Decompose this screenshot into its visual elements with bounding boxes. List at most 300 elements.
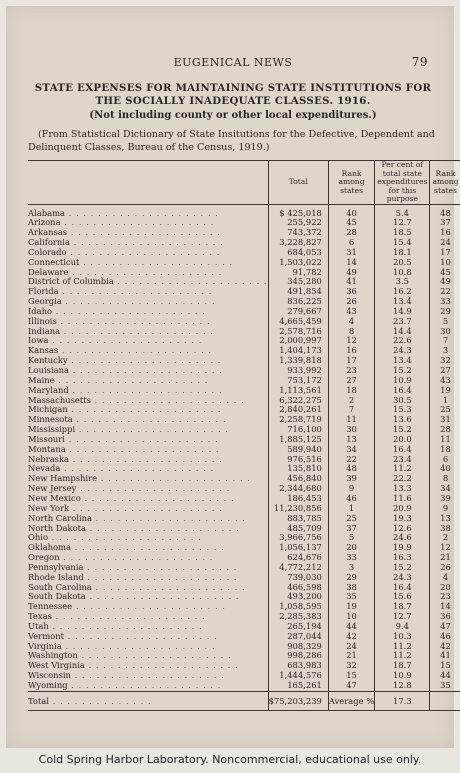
leader-dots: . . . . . . . . . . . . . . . . . . . . .	[83, 562, 238, 572]
total-expense: 279,667	[268, 307, 328, 317]
total-expense: 135,810	[268, 464, 328, 474]
expense-rank: 22	[328, 455, 374, 465]
state-name	[28, 514, 268, 524]
total-expense: 908,329	[268, 642, 328, 652]
percent-of-expenditures: 11.6	[375, 494, 430, 504]
expense-rank: 6	[328, 238, 374, 248]
leader-dots: . . . . . . . . . . . . . . . . . . . . .	[69, 454, 223, 464]
percent-rank: 26	[430, 563, 460, 573]
expense-rank: 43	[328, 307, 374, 317]
expense-rank: 41	[328, 277, 374, 287]
state-name	[28, 543, 268, 553]
state-name	[28, 592, 268, 602]
percent-of-expenditures: 15.3	[375, 405, 430, 415]
percent-of-expenditures: 13.3	[375, 484, 430, 494]
percent-rank: 41	[430, 651, 460, 661]
expense-rank: 30	[328, 425, 374, 435]
page-content	[28, 6, 459, 748]
percent-of-expenditures: 16.4	[375, 583, 430, 593]
expense-rank: 20	[328, 543, 374, 553]
expense-rank: 3	[328, 563, 374, 573]
total-expense: 1,404,173	[268, 346, 328, 356]
leader-dots: . . . . . . . . . . . . . . . . . . . . .	[67, 356, 222, 366]
state-label: Nebraska	[28, 454, 70, 464]
state-name	[28, 238, 268, 248]
expense-rank: 10	[328, 612, 374, 622]
percent-rank: 1	[430, 396, 460, 406]
percent-of-expenditures: 3.5	[375, 277, 430, 287]
state-label: Wisconsin	[28, 671, 71, 681]
state-label: Michigan	[28, 405, 68, 415]
total-label-text: Total	[28, 695, 50, 706]
leader-dots: . . . . . . . . . . . . . . . . . . . . .	[77, 651, 232, 661]
leader-dots: . . . . . . . . . . . . . . . . . . . . .	[72, 602, 226, 612]
state-name	[28, 681, 268, 691]
leader-dots: . . . . . . . . . . . . . . . . . . . . .	[64, 434, 219, 444]
state-label: Maine	[28, 375, 55, 385]
percent-of-expenditures: 15.2	[375, 425, 430, 435]
percent-rank: 8	[430, 474, 460, 484]
table-subheading: (Not including county or other local expenditures.)	[89, 110, 377, 121]
total-expense: 683,983	[268, 661, 328, 671]
state-name	[28, 287, 268, 297]
leader-dots: . . . . . . . . . . . . . . . . . . . . .	[61, 297, 216, 307]
total-expense: 491,854	[268, 287, 328, 297]
total-expense: 2,285,383	[268, 612, 328, 622]
percent-of-expenditures: 15.2	[375, 563, 430, 573]
leader-dots: . . . . . . . . . . . . . . . . . . . . .	[60, 464, 215, 474]
percent-of-expenditures: 22.2	[375, 474, 430, 484]
state-name	[28, 346, 268, 356]
expense-rank: 25	[328, 514, 374, 524]
total-expense: 6,322,275	[268, 396, 328, 406]
state-name	[28, 583, 268, 593]
expense-rank: 32	[328, 661, 374, 671]
total-expense: 3,966,756	[268, 533, 328, 543]
state-label: Louisiana	[28, 366, 70, 375]
total-amount: $75,203,239	[268, 691, 328, 710]
total-expense: 976,516	[268, 455, 328, 465]
percent-of-expenditures: 18.5	[375, 228, 430, 238]
total-rank-empty	[430, 691, 460, 710]
percent-rank: 47	[430, 622, 460, 632]
state-name	[28, 258, 268, 268]
leader-dots: . . . . . . . . . . . . . . . . . . . . .	[92, 513, 246, 523]
leader-dots: . . . . . . . . . . . . . . . . . . . . .	[63, 631, 218, 641]
state-name	[28, 504, 268, 514]
state-name	[28, 533, 268, 543]
leader-dots: . . . . . . . . . . . . . . . . . . . . .	[60, 326, 214, 336]
percent-of-expenditures: 10.9	[375, 376, 430, 386]
state-label: Kansas	[28, 346, 59, 356]
leader-dots: . . . . . . . . . . . . . . . . . . . . .	[69, 238, 224, 248]
percent-of-expenditures: 5.4	[375, 204, 430, 218]
expense-rank: 12	[328, 336, 374, 346]
total-expense: 1,503,022	[268, 258, 328, 268]
state-name	[28, 464, 268, 474]
expense-rank: 47	[328, 681, 374, 691]
expense-rank: 24	[328, 642, 374, 652]
percent-rank: 24	[430, 238, 460, 248]
expense-rank: 1	[328, 504, 374, 514]
state-name	[28, 622, 268, 632]
state-name	[28, 642, 268, 652]
percent-of-expenditures: 10.9	[375, 671, 430, 681]
total-expense: 4,772,212	[268, 563, 328, 573]
state-label: New Hampshire	[28, 474, 98, 484]
percent-of-expenditures: 12.7	[375, 612, 430, 622]
table-row	[28, 204, 460, 218]
total-expense: 485,709	[268, 524, 328, 534]
state-name	[28, 277, 268, 287]
state-label: Vermont	[28, 631, 64, 641]
percent-of-expenditures: 12.6	[375, 524, 430, 534]
total-expense: 716,100	[268, 425, 328, 435]
expense-rank: 40	[328, 204, 374, 218]
state-name	[28, 356, 268, 366]
percent-of-expenditures: 19.9	[375, 543, 430, 553]
percent-of-expenditures: 18.7	[375, 661, 430, 671]
state-label: Alabama	[28, 207, 66, 218]
percent-rank: 36	[430, 612, 460, 622]
percent-rank: 21	[430, 553, 460, 563]
percent-rank: 6	[430, 455, 460, 465]
page-number: 79	[411, 55, 428, 69]
percent-rank: 9	[430, 504, 460, 514]
percent-of-expenditures: 10.8	[375, 268, 430, 278]
leader-dots: . . . . . . . . . . . . . . . . . . . . .	[48, 621, 203, 631]
expense-rank: 7	[328, 405, 374, 415]
leader-dots: . . . . . . . . . . . . . . . . . . . . .	[79, 257, 234, 267]
state-name	[28, 661, 268, 671]
state-label: New York	[28, 503, 70, 513]
state-name	[28, 445, 268, 455]
state-name	[28, 307, 268, 317]
state-label: Mississippi	[28, 425, 76, 435]
state-label: New Mexico	[28, 493, 81, 503]
total-expense: 4,665,459	[268, 317, 328, 327]
state-label: Rhode Island	[28, 572, 84, 582]
total-expense: 1,113,561	[268, 386, 328, 396]
total-expense: 255,922	[268, 218, 328, 228]
expense-rank: 5	[328, 533, 374, 543]
total-expense: 933,992	[268, 366, 328, 376]
column-header-rank: Rank among states	[328, 161, 374, 205]
leader-dots: . . . . . . . . . . . . . . . . . . . . .	[56, 316, 211, 326]
leader-dots: . . . . . . . . . . . . . . . . . . . . .	[59, 553, 214, 563]
leader-dots: . . . . . . . . . . . . . . . . . . . . .	[61, 641, 216, 651]
leader-dots: . . . . . . . . . . . . . . . . . . . . .	[51, 612, 206, 622]
leader-dots: . . . . . . . . . . . . . . . . . . . . .	[68, 267, 223, 277]
state-name	[28, 204, 268, 218]
percent-rank: 11	[430, 435, 460, 445]
percent-rank: 3	[430, 346, 460, 356]
expense-rank: 17	[328, 356, 374, 366]
total-expense: 753,172	[268, 376, 328, 386]
state-label: Pennsylvania	[28, 562, 84, 572]
total-expense: 1,885,125	[268, 435, 328, 445]
percent-rank: 43	[430, 376, 460, 386]
table-header-row	[28, 161, 460, 205]
percent-rank: 14	[430, 602, 460, 612]
percent-rank: 5	[430, 317, 460, 327]
state-name	[28, 435, 268, 445]
expense-rank: 38	[328, 583, 374, 593]
total-expense: 998,286	[268, 651, 328, 661]
expense-rank: 26	[328, 297, 374, 307]
state-name	[28, 671, 268, 681]
expense-rank: 19	[328, 602, 374, 612]
expense-rank: 28	[328, 228, 374, 238]
table-body	[28, 204, 460, 691]
state-name	[28, 218, 268, 228]
total-expense: 2,344,680	[268, 484, 328, 494]
percent-of-expenditures: 18.7	[375, 602, 430, 612]
total-expense: 456,840	[268, 474, 328, 484]
leader-dots: . . . . . . . . . . . . . . . . . . . . .	[69, 503, 223, 513]
percent-of-expenditures: 20.0	[375, 435, 430, 445]
expense-rank: 39	[328, 474, 374, 484]
percent-rank: 25	[430, 405, 460, 415]
expense-rank: 44	[328, 622, 374, 632]
state-name	[28, 268, 268, 278]
expense-rank: 35	[328, 592, 374, 602]
expense-rank: 34	[328, 445, 374, 455]
percent-of-expenditures: 20.5	[375, 258, 430, 268]
state-label: Massachusetts	[28, 395, 91, 405]
percent-of-expenditures: 13.6	[375, 415, 430, 425]
percent-of-expenditures: 24.6	[375, 533, 430, 543]
state-label: Maryland	[28, 385, 69, 395]
state-name	[28, 376, 268, 386]
leader-dots: . . . . . . . . . . . . . . . . . . . . .	[70, 543, 225, 553]
expense-rank: 15	[328, 671, 374, 681]
percent-of-expenditures: 9.4	[375, 622, 430, 632]
leader-dots: . . . . . . . . . . . . . . . . . . . . .	[97, 474, 251, 484]
percent-rank: 10	[430, 258, 460, 268]
percent-rank: 16	[430, 228, 460, 238]
expense-rank: 23	[328, 366, 374, 376]
percent-rank: 42	[430, 642, 460, 652]
percent-of-expenditures: 16.4	[375, 445, 430, 455]
expense-rank: 31	[328, 248, 374, 258]
percent-rank: 37	[430, 218, 460, 228]
state-name	[28, 651, 268, 661]
watermark-credit: Cold Spring Harbor Laboratory. Noncommercial, educational use only.	[38, 753, 422, 766]
total-label	[28, 691, 268, 710]
state-name	[28, 524, 268, 534]
state-name	[28, 573, 268, 583]
percent-of-expenditures: 11.2	[375, 642, 430, 652]
leader-dots: . . . . . . . . . . . . . . . . . . . . .	[75, 425, 230, 435]
percent-rank: 49	[430, 277, 460, 287]
leader-dots: . . . . . . . . . . . . . . . . . . . . .	[54, 375, 209, 385]
leader-dots: . . . . . . . . . . . . . . . . . . . . .	[60, 218, 215, 228]
percent-rank: 13	[430, 514, 460, 524]
percent-of-expenditures: 19.3	[375, 514, 430, 524]
total-expense: 345,280	[268, 277, 328, 287]
total-expense: 466,598	[268, 583, 328, 593]
expense-rank: 16	[328, 346, 374, 356]
state-label: Georgia	[28, 297, 62, 307]
percent-rank: 29	[430, 307, 460, 317]
state-label: Kentucky	[28, 356, 68, 366]
leader-dots: . . . . . . . . . . . . . . . . . . . . .	[91, 582, 246, 592]
expense-rank: 27	[328, 376, 374, 386]
state-name	[28, 327, 268, 337]
state-name	[28, 386, 268, 396]
percent-of-expenditures: 16.2	[375, 287, 430, 297]
percent-rank: 39	[430, 494, 460, 504]
total-expense: 2,258,719	[268, 415, 328, 425]
percent-of-expenditures: 18.1	[375, 248, 430, 258]
percent-rank: 31	[430, 415, 460, 425]
leader-dots: . . . . . . . . . . . . . . . . . . . . .	[80, 493, 235, 503]
leader-dots: . . . . . . . . . . . . . . . . . . . . .	[84, 661, 239, 671]
column-header-percent-rank: Rank among states	[430, 161, 460, 205]
leader-dots: . . . . . . . . . . . . . . . . . . . . .	[67, 681, 222, 690]
total-expense: 493,200	[268, 592, 328, 602]
expense-rank: 36	[328, 287, 374, 297]
percent-rank: 18	[430, 445, 460, 455]
percent-of-expenditures: 20.9	[375, 504, 430, 514]
average-percent: 17.3	[375, 691, 430, 710]
expense-rank: 49	[328, 268, 374, 278]
state-name	[28, 425, 268, 435]
percent-rank: 46	[430, 632, 460, 642]
percent-rank: 44	[430, 671, 460, 681]
state-label: Utah	[28, 621, 49, 631]
state-name	[28, 396, 268, 406]
state-label: South Dakota	[28, 592, 86, 602]
expenses-table	[28, 160, 460, 711]
state-label: Texas	[28, 612, 52, 622]
total-expense: 11,230,856	[268, 504, 328, 514]
expense-rank: 42	[328, 632, 374, 642]
leader-dots: . . . . . . . . . . . . . . . . . . . . .	[70, 671, 225, 681]
state-name	[28, 405, 268, 415]
leader-dots: . . . . . . . . . . . . . . . . . . . . .	[85, 592, 240, 602]
total-expense: 1,058,595	[268, 602, 328, 612]
state-name	[28, 553, 268, 563]
state-name	[28, 228, 268, 238]
column-header-total: Total	[268, 161, 328, 205]
percent-of-expenditures: 13.4	[375, 356, 430, 366]
state-label: North Dakota	[28, 523, 86, 533]
leader-dots: . . . . . . . . . . . . . . . . . . . . .	[90, 395, 245, 405]
leader-dots: . . . . . . . . . . . . . .	[49, 695, 152, 706]
percent-rank: 12	[430, 543, 460, 553]
percent-of-expenditures: 15.6	[375, 592, 430, 602]
percent-rank: 48	[430, 204, 460, 218]
percent-of-expenditures: 30.5	[375, 396, 430, 406]
total-expense: 287,044	[268, 632, 328, 642]
percent-rank: 33	[430, 297, 460, 307]
percent-of-expenditures: 16.3	[375, 553, 430, 563]
leader-dots: . . . . . . . . . . . . . . . . . . . . .	[58, 346, 213, 356]
total-expense: 3,228,827	[268, 238, 328, 248]
leader-dots: . . . . . . . . . . . . . . . . . . . . .	[76, 484, 231, 494]
leader-dots: . . . . . . . . . . . . . . . . . . . . .	[72, 415, 227, 425]
leader-dots: . . . . . . . . . . . . . . . . . . . . .	[58, 287, 213, 297]
expense-rank: 2	[328, 396, 374, 406]
total-expense: 1,444,576	[268, 671, 328, 681]
state-label: Tennessee	[28, 602, 73, 612]
column-header-state	[28, 161, 268, 205]
percent-of-expenditures: 24.3	[375, 346, 430, 356]
percent-rank: 30	[430, 327, 460, 337]
state-label: Montana	[28, 444, 66, 454]
state-name	[28, 563, 268, 573]
percent-of-expenditures: 22.6	[375, 336, 430, 346]
state-name	[28, 612, 268, 622]
leader-dots: . . . . . . . . . . . . . . . . . . . . .	[52, 306, 206, 316]
state-label: Ohio	[28, 533, 48, 543]
leader-dots: . . . . . . . . . . . . . . . . . . . . .	[65, 444, 220, 454]
percent-rank: 7	[430, 336, 460, 346]
percent-rank: 23	[430, 592, 460, 602]
state-label: Arizona	[28, 218, 61, 228]
percent-of-expenditures: 23.7	[375, 317, 430, 327]
leader-dots: . . . . . . . . . . . . . . . . . . . . .	[85, 523, 240, 533]
state-name	[28, 248, 268, 258]
total-expense: 165,261	[268, 681, 328, 691]
state-label: Minnesota	[28, 415, 73, 425]
total-expense: 684,053	[268, 248, 328, 258]
expense-rank: 8	[328, 327, 374, 337]
state-label: Oklahoma	[28, 543, 71, 553]
journal-title: EUGENICAL NEWS	[173, 56, 293, 69]
state-label: Iowa	[28, 336, 49, 346]
state-label: Connecticut	[28, 257, 80, 267]
total-expense: 624,676	[268, 553, 328, 563]
average-label: Average %	[328, 691, 374, 710]
expense-rank: 33	[328, 553, 374, 563]
total-expense: 265,194	[268, 622, 328, 632]
state-label: Florida	[28, 287, 59, 297]
percent-rank: 28	[430, 425, 460, 435]
expense-rank: 4	[328, 317, 374, 327]
total-expense: 883,785	[268, 514, 328, 524]
state-label: Nevada	[28, 464, 61, 474]
percent-of-expenditures: 11.2	[375, 464, 430, 474]
percent-rank: 22	[430, 287, 460, 297]
state-name	[28, 297, 268, 307]
column-header-percent: Per cent of total state expenditures for this purpose	[375, 161, 430, 205]
expense-rank: 18	[328, 386, 374, 396]
percent-rank: 17	[430, 248, 460, 258]
percent-rank: 35	[430, 681, 460, 691]
percent-rank: 20	[430, 583, 460, 593]
state-label: Idaho	[28, 306, 53, 316]
total-expense: $ 425,018	[268, 204, 328, 218]
state-name	[28, 474, 268, 484]
total-expense: 739,030	[268, 573, 328, 583]
state-name	[28, 632, 268, 642]
percent-of-expenditures: 14.4	[375, 327, 430, 337]
state-label: Wyoming	[28, 681, 68, 690]
total-expense: 589,940	[268, 445, 328, 455]
leader-dots: . . . . . . . . . . . . . . . . . . . . .	[83, 572, 238, 582]
state-name	[28, 336, 268, 346]
total-expense: 1,339,818	[268, 356, 328, 366]
state-name	[28, 494, 268, 504]
percent-of-expenditures: 10.3	[375, 632, 430, 642]
percent-of-expenditures: 15.4	[375, 238, 430, 248]
state-label: Illinois	[28, 316, 57, 326]
percent-of-expenditures: 12.8	[375, 681, 430, 691]
percent-of-expenditures: 14.9	[375, 307, 430, 317]
